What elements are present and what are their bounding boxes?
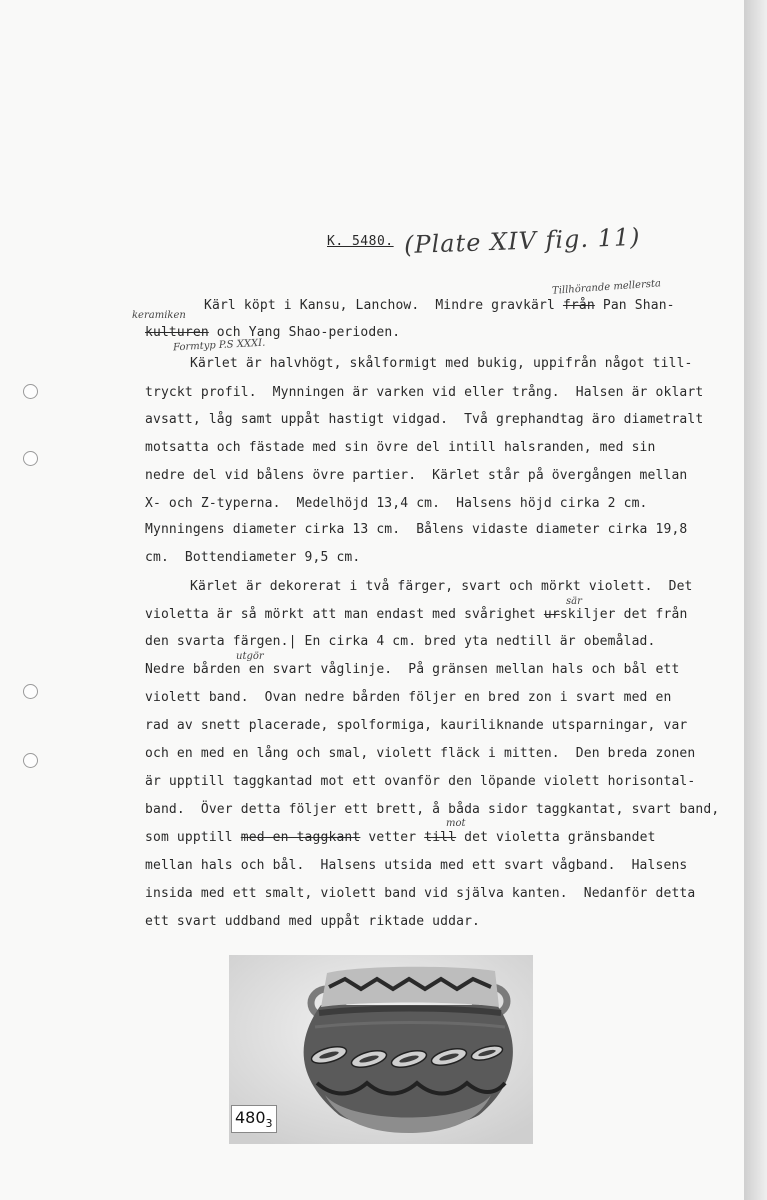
text-line-3: Kärlet är halvhögt, skålformigt med bukig, uppifrån något till- <box>190 356 693 371</box>
annotation-utgor: utgör <box>236 651 264 662</box>
punch-hole <box>23 451 38 466</box>
text-line-22: insida med ett smalt, violett band vid själva kanten. Nedanför detta <box>145 886 696 901</box>
punch-hole <box>23 684 38 699</box>
punch-hole <box>23 753 38 768</box>
annotation-mot: mot <box>446 818 466 829</box>
catalog-number: K. 5480. <box>327 233 394 249</box>
text-line-9: Mynningens diameter cirka 13 cm. Bålens vidaste diameter cirka 19,8 <box>145 522 688 537</box>
text-line-16: rad av snett placerade, spolformiga, kauriliknande utsparningar, var <box>145 718 688 733</box>
plate-reference-note: (Plate XIV fig. 11) <box>403 222 641 260</box>
text-line-2: kulturen och Yang Shao-perioden. <box>145 325 401 340</box>
heading-row <box>327 216 640 266</box>
text-line-7: nedre del vid bålens övre partier. Kärlet står på övergången mellan <box>145 468 688 483</box>
text-line-8: X- och Z-typerna. Medelhöjd 13,4 cm. Halsens höjd cirka 2 cm. <box>145 496 648 511</box>
annotation-formtyp: Formtyp P.S XXXI. <box>172 337 266 354</box>
text-line-12: violetta är så mörkt att man endast med svårighet urskiljer det från <box>145 607 688 622</box>
text-line-15: violett band. Ovan nedre bården följer en bred zon i svart med en <box>145 690 672 705</box>
photo-number-label: $480_3$ <box>231 1105 277 1133</box>
annotation-sar: sär <box>566 596 582 607</box>
text-line-23: ett svart uddband med uppåt riktade uddar. <box>145 914 481 929</box>
text-line-5: avsatt, låg samt uppåt hastigt vidgad. Två grephandtag äro diametralt <box>145 412 704 427</box>
annotation-keramiken: keramiken <box>132 310 186 321</box>
page-edge-shadow <box>744 0 767 1200</box>
text-line-21: mellan hals och bål. Halsens utsida med ett svart vågband. Halsens <box>145 858 688 873</box>
text-line-13: den svarta färgen.| En cirka 4 cm. bred yta nedtill är obemålad. <box>145 634 656 649</box>
annotation-tillhorande: Tillhörande mellersta <box>551 278 662 297</box>
text-line-19: band. Över detta följer ett brett, å båda sidor taggkantat, svart band, <box>145 802 720 817</box>
text-line-10: cm. Bottendiameter 9,5 cm. <box>145 550 361 565</box>
text-line-4: tryckt profil. Mynningen är varken vid eller trång. Halsen är oklart <box>145 385 704 400</box>
text-line-6: motsatta och fästade med sin övre del intill halsranden, med sin <box>145 440 656 455</box>
text-line-18: är upptill taggkantad mot ett ovanför den löpande violett horisontal- <box>145 774 696 789</box>
text-line-14: Nedre bården en svart våglinje. På gränsen mellan hals och bål ett <box>145 662 680 677</box>
vessel-photograph <box>229 955 533 1144</box>
text-line-20: som upptill med en taggkant vetter till det violetta gränsbandet <box>145 830 656 845</box>
text-line-1: Kärl köpt i Kansu, Lanchow. Mindre gravkärl från Pan Shan- <box>204 298 675 313</box>
text-line-11: Kärlet är dekorerat i två färger, svart och mörkt violett. Det <box>190 579 693 594</box>
text-line-17: och en med en lång och smal, violett fläck i mitten. Den breda zonen <box>145 746 696 761</box>
punch-hole <box>23 384 38 399</box>
